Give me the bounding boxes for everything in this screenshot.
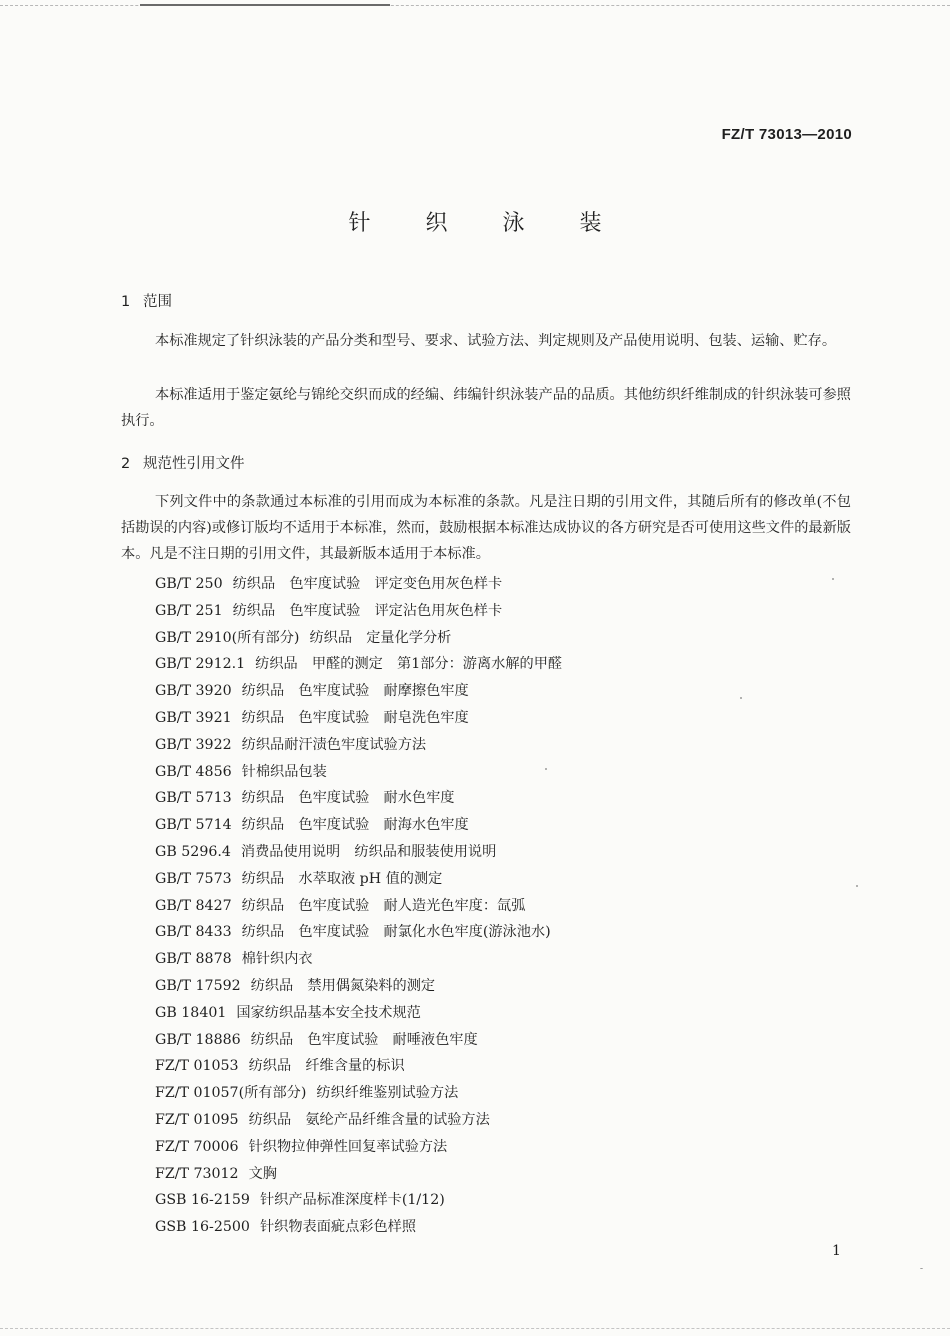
standard-code: FZ/T 73013—2010 bbox=[721, 126, 852, 143]
reference-item bbox=[155, 571, 562, 598]
reference-code: GB/T 8427 bbox=[155, 897, 232, 914]
reference-title: 纺织品 甲醛的测定 第1部分：游离水解的甲醛 bbox=[255, 656, 563, 673]
reference-item bbox=[155, 1187, 562, 1214]
reference-code: GB/T 4856 bbox=[155, 763, 232, 780]
reference-code: GB/T 5713 bbox=[155, 790, 232, 807]
reference-title: 纺织品 定量化学分析 bbox=[309, 629, 452, 646]
reference-code: GB/T 17592 bbox=[155, 977, 241, 994]
reference-code: GSB 16-2159 bbox=[155, 1192, 250, 1209]
scan-edge-bottom bbox=[0, 1328, 950, 1330]
reference-title: 纺织品 色牢度试验 评定沾色用灰色样卡 bbox=[232, 602, 503, 619]
reference-item bbox=[155, 732, 562, 759]
reference-title: 纺织品 氨纶产品纤维含量的试验方法 bbox=[248, 1111, 490, 1128]
reference-title: 国家纺织品基本安全技术规范 bbox=[236, 1004, 421, 1021]
scan-speck bbox=[920, 1268, 923, 1269]
section-number: 2 bbox=[121, 456, 131, 472]
reference-title: 纺织品 色牢度试验 耐氯化水色牢度(游泳池水) bbox=[241, 924, 551, 941]
reference-code: GB/T 250 bbox=[155, 576, 223, 592]
reference-code: GB/T 8433 bbox=[155, 924, 232, 941]
scan-speck bbox=[856, 885, 858, 887]
reference-code: GB/T 251 bbox=[155, 602, 223, 619]
reference-code: GB/T 3920 bbox=[155, 683, 232, 700]
reference-title: 棉针织内衣 bbox=[241, 951, 313, 968]
reference-code: GB/T 2912.1 bbox=[155, 656, 246, 673]
scan-speck bbox=[740, 697, 742, 699]
section-number: 1 bbox=[121, 294, 131, 310]
reference-code: GB/T 2910(所有部分) bbox=[155, 629, 300, 646]
section-1-heading bbox=[121, 290, 172, 311]
scope-paragraph-1: 本标准规定了针织泳装的产品分类和型号、要求、试验方法、判定规则及产品使用说明、包装、运输、贮存。 bbox=[155, 333, 837, 349]
reference-item bbox=[155, 893, 562, 920]
reference-code: GB/T 8878 bbox=[155, 951, 232, 968]
scan-speck bbox=[832, 578, 834, 580]
reference-item bbox=[155, 866, 562, 893]
reference-title: 文胸 bbox=[248, 1165, 277, 1182]
reference-item bbox=[155, 946, 562, 973]
reference-code: GB/T 5714 bbox=[155, 817, 232, 834]
reference-title: 纺织品 禁用偶氮染料的测定 bbox=[250, 977, 436, 994]
reference-item bbox=[155, 1053, 562, 1080]
reference-item bbox=[155, 839, 562, 866]
reference-code: GSB 16-2500 bbox=[155, 1219, 250, 1236]
reference-title: 针棉织品包装 bbox=[241, 763, 327, 780]
reference-title: 纺织品 色牢度试验 耐唾液色牢度 bbox=[250, 1031, 478, 1048]
document-title: 针 织 泳 装 bbox=[348, 211, 626, 236]
reference-item bbox=[155, 1080, 562, 1107]
references-intro-paragraph: 下列文件中的条款通过本标准的引用而成为本标准的条款。凡是注日期的引用文件，其随后所有的修改单(不包括勘误的内容)或修订版均不适用于本标准，然而，鼓励根据本标准达成协议的各方研究是否可使用这些文件的最新版本。凡是不注日期的引用文件，其最新版本适用于本标准。 bbox=[121, 494, 851, 562]
reference-code: FZ/T 01095 bbox=[155, 1111, 239, 1128]
normative-references-list bbox=[155, 571, 562, 1241]
section-title: 规范性引用文件 bbox=[143, 456, 245, 472]
reference-title: 针织物拉伸弹性回复率试验方法 bbox=[248, 1138, 448, 1155]
reference-title: 纺织品 色牢度试验 耐水色牢度 bbox=[241, 790, 455, 807]
reference-code: GB 5296.4 bbox=[155, 843, 231, 860]
section-2-heading bbox=[121, 452, 245, 473]
reference-item bbox=[155, 1214, 562, 1241]
reference-item bbox=[155, 785, 562, 812]
reference-code: GB/T 18886 bbox=[155, 1031, 241, 1048]
scope-paragraph-2: 本标准适用于鉴定氨纶与锦纶交织而成的经编、纬编针织泳装产品的品质。其他纺织纤维制成的针织泳装可参照执行。 bbox=[121, 387, 851, 429]
reference-title: 纺织品 纤维含量的标识 bbox=[248, 1058, 405, 1075]
reference-code: FZ/T 73012 bbox=[155, 1165, 239, 1182]
reference-title: 针织物表面疵点彩色样照 bbox=[259, 1219, 417, 1236]
reference-item bbox=[155, 919, 562, 946]
reference-title: 纺织纤维鉴别试验方法 bbox=[316, 1085, 459, 1102]
reference-item bbox=[155, 973, 562, 1000]
reference-code: FZ/T 01053 bbox=[155, 1058, 239, 1075]
reference-code: FZ/T 01057(所有部分) bbox=[155, 1085, 307, 1102]
reference-title: 纺织品 色牢度试验 耐皂洗色牢度 bbox=[241, 709, 469, 726]
scan-edge-mark bbox=[140, 4, 390, 6]
reference-item bbox=[155, 598, 562, 625]
reference-code: GB/T 3921 bbox=[155, 709, 232, 726]
reference-code: GB 18401 bbox=[155, 1004, 227, 1021]
reference-item bbox=[155, 1134, 562, 1161]
reference-code: GB/T 7573 bbox=[155, 870, 232, 887]
reference-item bbox=[155, 1161, 562, 1188]
page-number: 1 bbox=[832, 1243, 841, 1259]
reference-item bbox=[155, 1107, 562, 1134]
reference-item bbox=[155, 1027, 562, 1054]
reference-item bbox=[155, 1000, 562, 1027]
reference-title: 纺织品 色牢度试验 耐海水色牢度 bbox=[241, 817, 469, 834]
reference-item bbox=[155, 705, 562, 732]
reference-code: FZ/T 70006 bbox=[155, 1138, 239, 1155]
reference-title: 针织产品标准深度样卡(1/12) bbox=[259, 1192, 445, 1209]
reference-item bbox=[155, 759, 562, 786]
reference-title: 纺织品 水萃取液 pH 值的测定 bbox=[241, 870, 443, 887]
scan-speck bbox=[545, 768, 547, 770]
reference-title: 纺织品 色牢度试验 耐摩擦色牢度 bbox=[241, 683, 469, 700]
reference-item bbox=[155, 812, 562, 839]
reference-item bbox=[155, 678, 562, 705]
reference-item bbox=[155, 651, 562, 678]
reference-title: 纺织品 色牢度试验 耐人造光色牢度：氙弧 bbox=[241, 897, 526, 914]
section-title: 范围 bbox=[143, 294, 172, 310]
reference-title: 纺织品耐汗渍色牢度试验方法 bbox=[241, 736, 427, 753]
reference-item bbox=[155, 625, 562, 652]
reference-code: GB/T 3922 bbox=[155, 736, 232, 753]
reference-title: 消费品使用说明 纺织品和服装使用说明 bbox=[240, 843, 497, 860]
reference-title: 纺织品 色牢度试验 评定变色用灰色样卡 bbox=[232, 576, 503, 592]
